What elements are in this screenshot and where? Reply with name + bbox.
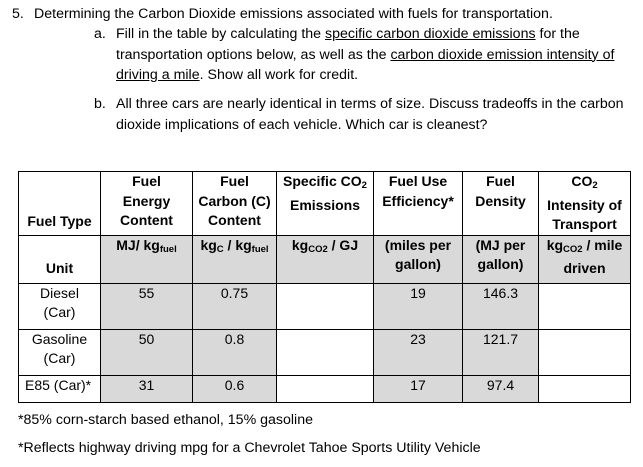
unit-carbon: $kg_C / kg_{fuel}$ bbox=[193, 235, 277, 283]
fuel-type-cell: E85 (Car)* bbox=[19, 375, 101, 402]
header-carbon-content: Fuel Carbon (C) Content bbox=[193, 172, 277, 236]
question-number: 5. bbox=[12, 6, 24, 22]
specific-co2-cell[interactable] bbox=[277, 283, 374, 329]
density-cell: 97.4 bbox=[463, 375, 539, 402]
header-energy-content: Fuel Energy Content bbox=[101, 172, 193, 236]
header-row bbox=[19, 172, 631, 236]
question-title: Determining the Carbon Dioxide emissions associated with fuels for transportation. bbox=[34, 6, 553, 22]
fuel-emissions-table bbox=[18, 171, 631, 403]
header-fuel-type: Fuel Type bbox=[19, 172, 101, 236]
specific-co2-cell[interactable] bbox=[277, 329, 374, 375]
units-label: Unit bbox=[19, 235, 101, 283]
carbon-cell: 0.8 bbox=[193, 329, 277, 375]
fuel-type-cell: Diesel (Car) bbox=[19, 283, 101, 329]
efficiency-cell: 19 bbox=[374, 283, 463, 329]
footnote-ethanol: *85% corn-starch based ethanol, 15% gasoline bbox=[18, 412, 313, 428]
co2-intensity-term: carbon dioxide emission intensity of driving a mile bbox=[116, 46, 615, 83]
header-specific-co2: Specific $CO_2$ Emissions bbox=[277, 172, 374, 236]
energy-cell: 31 bbox=[101, 375, 193, 402]
unit-energy: MJ/ $kg_{fuel}$ bbox=[101, 235, 193, 283]
specific-co2-cell[interactable] bbox=[277, 375, 374, 402]
intensity-cell[interactable] bbox=[539, 375, 631, 402]
table-row bbox=[19, 329, 631, 375]
specific-co2-emissions-term: specific carbon dioxide emissions bbox=[325, 26, 536, 42]
unit-density: (MJ per gallon) bbox=[463, 235, 539, 283]
intensity-cell[interactable] bbox=[539, 283, 631, 329]
energy-cell: 55 bbox=[101, 283, 193, 329]
energy-cell: 50 bbox=[101, 329, 193, 375]
header-co2-intensity: $CO_2$ Intensity of Transport bbox=[539, 172, 631, 236]
density-cell: 146.3 bbox=[463, 283, 539, 329]
part-a-text: Fill in the table by calculating the specific carbon dioxide emissions for the transportation options below, as well as the carbon dioxide emission intensity of driving a mile. Show all work for credit. bbox=[116, 26, 615, 83]
unit-intensity: $kg_{CO2}$ / mile driven bbox=[539, 235, 631, 283]
footnote-mpg: *Reflects highway driving mpg for a Chevrolet Tahoe Sports Utility Vehicle bbox=[18, 440, 481, 456]
units-row bbox=[19, 235, 631, 283]
part-b-label: b. bbox=[94, 96, 106, 112]
unit-efficiency: (miles per gallon) bbox=[374, 235, 463, 283]
fuel-type-cell: Gasoline (Car) bbox=[19, 329, 101, 375]
table-row bbox=[19, 283, 631, 329]
unit-specific-co2: $kg_{CO2}$ / GJ bbox=[277, 235, 374, 283]
efficiency-cell: 23 bbox=[374, 329, 463, 375]
carbon-cell: 0.6 bbox=[193, 375, 277, 402]
header-fuel-density: Fuel Density bbox=[463, 172, 539, 236]
part-b-text: All three cars are nearly identical in terms of size. Discuss tradeoffs in the carbon dioxide implications of each vehicle. Which car is cleanest? bbox=[116, 96, 624, 133]
density-cell: 121.7 bbox=[463, 329, 539, 375]
efficiency-cell: 17 bbox=[374, 375, 463, 402]
header-fuel-use-efficiency: Fuel Use Efficiency* bbox=[374, 172, 463, 236]
part-a-label: a. bbox=[94, 26, 106, 42]
carbon-cell: 0.75 bbox=[193, 283, 277, 329]
intensity-cell[interactable] bbox=[539, 329, 631, 375]
table-row bbox=[19, 375, 631, 402]
